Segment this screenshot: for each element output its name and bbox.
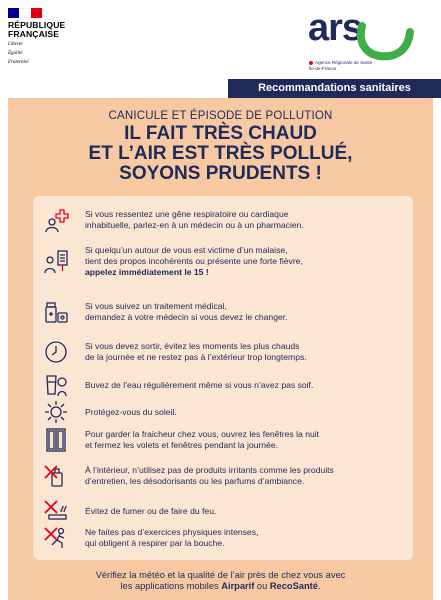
ars-logo (306, 6, 416, 68)
advice-text-line1: Ne faites pas d’exercices physiques intenses, (85, 527, 259, 538)
advice-text-line2: et fermez les volets et fenêtres pendant la journée. (85, 440, 278, 450)
no-exercise-icon (41, 524, 71, 552)
advice-text-line1: Protégez-vous du soleil. (85, 406, 177, 417)
motto-fraternite: Fraternité (8, 60, 29, 65)
headline-line2: ET L’AIR EST TRÈS POLLUÉ, (88, 143, 353, 164)
ars-caption (309, 60, 372, 71)
footer-line2-suffix: . (317, 581, 321, 591)
republique-line1: RÉPUBLIQUE (8, 20, 66, 30)
advice-item (41, 298, 421, 326)
french-flag-icon (8, 8, 42, 18)
advice-text-line2: demandez à votre médecin si vous devez le changer. (85, 312, 288, 322)
advice-text-line1: Évitez de fumer ou de faire du feu. (85, 505, 217, 516)
malaise-icon (41, 247, 71, 275)
recommandations-banner: Recommandations sanitaires (228, 79, 441, 98)
no-smoking-icon (41, 497, 71, 525)
advice-text-line1: Pour garder la fraicheur chez vous, ouvrez les fenêtres la nuit (85, 429, 320, 440)
pre-title: CANICULE ET ÉPISODE DE POLLUTION (108, 110, 333, 122)
headline-line3: SOYONS PRUDENTS ! (119, 163, 322, 184)
advice-item (41, 371, 421, 399)
republique-line2: FRANÇAISE (8, 29, 60, 39)
headline (8, 124, 433, 184)
advice-item (41, 398, 421, 426)
sun-icon (41, 398, 71, 426)
no-irritants-icon (41, 462, 71, 490)
headline-line1: IL FAIT TRÈS CHAUD (124, 123, 317, 144)
advice-text-line2: d’entretien, les désodorisants ou les parfums d’ambiance. (85, 476, 305, 486)
footer-line1: Vérifiez la météo et la qualité de l’air près de chez vous avec (95, 570, 346, 580)
advice-item (41, 524, 421, 552)
ars-logo-text: ars (308, 7, 363, 49)
advice-item (41, 338, 421, 366)
advice-item (41, 497, 421, 525)
footer-line2-middle: ou (254, 581, 270, 591)
ars-caption-line2: Île-de-France (309, 65, 337, 71)
call-15-emphasis: appelez immédiatement le 15 ! (85, 266, 209, 277)
advice-text-line2: tient des propos incohérents ou présente une forte fièvre, (85, 255, 303, 266)
motto-egalite: Égalité (8, 51, 23, 56)
advice-item (41, 462, 421, 490)
ars-caption-line1: Agence Régionale de Santé (315, 60, 373, 65)
advice-text-line1: Si vous devez sortir, évitez les moments les plus chauds (85, 341, 300, 352)
poster (8, 98, 433, 600)
advice-item (41, 206, 421, 234)
medication-icon (41, 298, 71, 326)
advice-text-line1: Buvez de l’eau régulièrement même si vous n’avez pas soif. (85, 379, 314, 390)
advice-text-line2: qui obligent à respirer par la bouche. (85, 538, 225, 548)
window-icon (41, 426, 71, 454)
advice-item (41, 426, 421, 454)
advice-text-line1: Si vous ressentez une gêne respiratoire ou cardiaque (85, 209, 289, 220)
advice-text-line1: Si vous suivez un traitement médical, (85, 301, 227, 312)
doctor-pharmacist-icon (41, 206, 71, 234)
app-recosante: RecoSanté (269, 581, 318, 591)
motto-liberte: Liberté (8, 42, 23, 47)
ars-green-swoosh (361, 26, 410, 56)
advice-text-line1: Si quelqu’un autour de vous est victime d’un malaise, (85, 245, 288, 255)
footer-line2-prefix: les applications mobiles (120, 581, 222, 591)
footer-note (8, 570, 433, 592)
header (0, 0, 441, 94)
advice-text-line2: inhabituelle, parlez-en à un médecin ou à un pharmacien. (85, 220, 304, 230)
drink-water-icon (41, 371, 71, 399)
advice-item (41, 245, 421, 277)
advice-text-line1: À l’intérieur, n’utilisez pas de produits irritants comme les produits (85, 465, 334, 476)
app-airparif: Airparif (221, 581, 255, 591)
clock-icon (41, 338, 71, 366)
advice-text-line2: de la journée et ne restez pas à l’extérieur trop longtemps. (85, 352, 307, 362)
republique-francaise-logo (8, 8, 88, 66)
